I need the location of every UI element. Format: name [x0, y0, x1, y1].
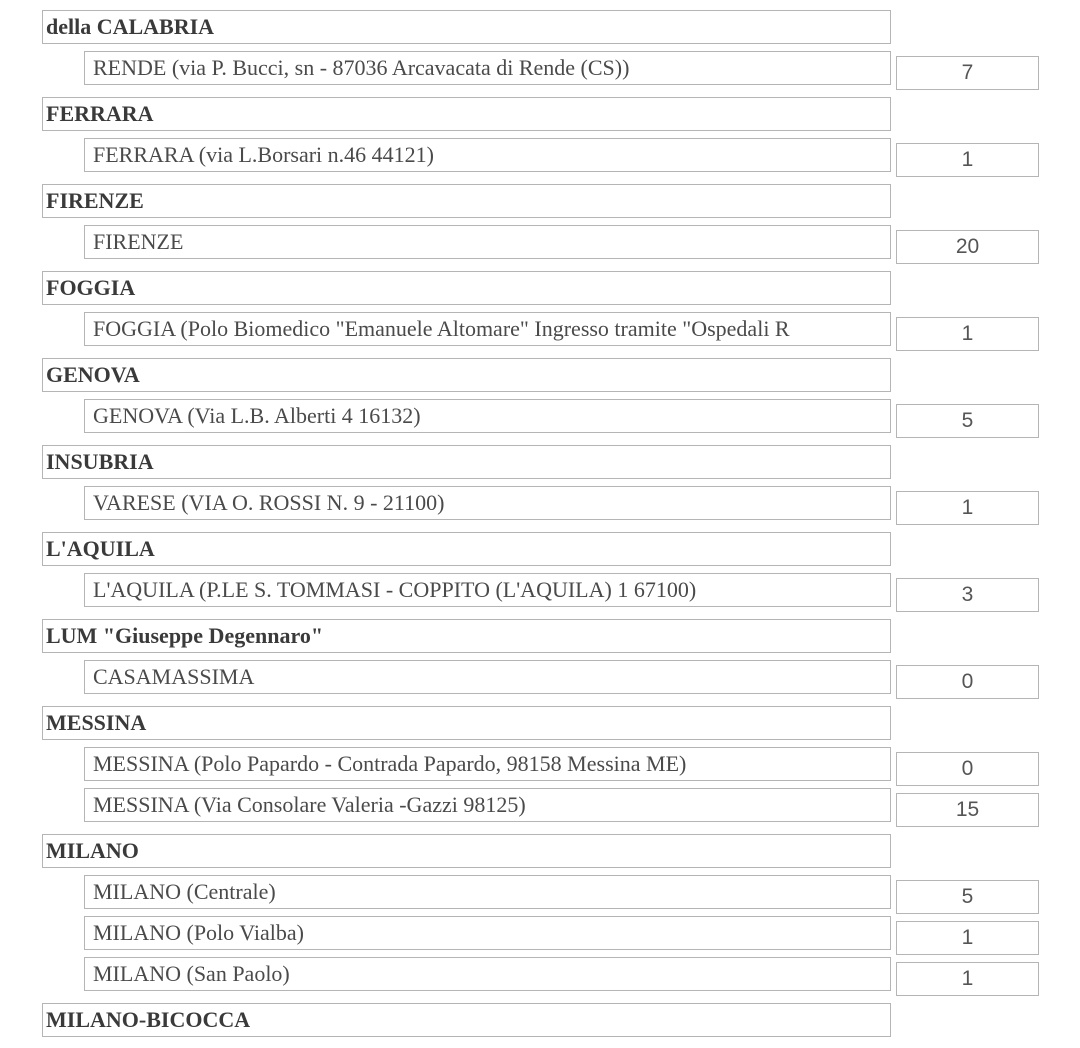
site-count-input[interactable]: [896, 491, 1039, 525]
site-count-input[interactable]: [896, 793, 1039, 827]
university-header: MILANO: [42, 834, 891, 868]
site-label: MESSINA (Polo Papardo - Contrada Papardo, 98158 Messina ME): [84, 747, 891, 781]
site-count-input[interactable]: [896, 143, 1039, 177]
site-label: CASAMASSIMA: [84, 660, 891, 694]
site-label: MILANO (San Paolo): [84, 957, 891, 991]
university-header: FOGGIA: [42, 271, 891, 305]
site-label: MILANO (Centrale): [84, 875, 891, 909]
university-header: LUM "Giuseppe Degennaro": [42, 619, 891, 653]
university-header: INSUBRIA: [42, 445, 891, 479]
university-header: MESSINA: [42, 706, 891, 740]
site-label: L'AQUILA (P.LE S. TOMMASI - COPPITO (L'AQUILA) 1 67100): [84, 573, 891, 607]
university-header: GENOVA: [42, 358, 891, 392]
university-header: L'AQUILA: [42, 532, 891, 566]
university-header: FERRARA: [42, 97, 891, 131]
site-count-input[interactable]: [896, 962, 1039, 996]
university-header: FIRENZE: [42, 184, 891, 218]
site-count-input[interactable]: [896, 578, 1039, 612]
site-label: FERRARA (via L.Borsari n.46 44121): [84, 138, 891, 172]
site-count-input[interactable]: [896, 317, 1039, 351]
site-label: VARESE (VIA O. ROSSI N. 9 - 21100): [84, 486, 891, 520]
site-count-input[interactable]: [896, 921, 1039, 955]
site-count-input[interactable]: [896, 230, 1039, 264]
site-count-input[interactable]: [896, 880, 1039, 914]
site-count-input[interactable]: [896, 56, 1039, 90]
site-label: RENDE (via P. Bucci, sn - 87036 Arcavacata di Rende (CS)): [84, 51, 891, 85]
site-label: FOGGIA (Polo Biomedico "Emanuele Altomare" Ingresso tramite "Ospedali R: [84, 312, 891, 346]
site-count-input[interactable]: [896, 752, 1039, 786]
university-header: MILANO-BICOCCA: [42, 1003, 891, 1037]
site-count-input[interactable]: [896, 665, 1039, 699]
site-label: GENOVA (Via L.B. Alberti 4 16132): [84, 399, 891, 433]
site-label: FIRENZE: [84, 225, 891, 259]
university-header: della CALABRIA: [42, 10, 891, 44]
site-count-input[interactable]: [896, 404, 1039, 438]
site-label: MESSINA (Via Consolare Valeria -Gazzi 98125): [84, 788, 891, 822]
site-label: MILANO (Polo Vialba): [84, 916, 891, 950]
